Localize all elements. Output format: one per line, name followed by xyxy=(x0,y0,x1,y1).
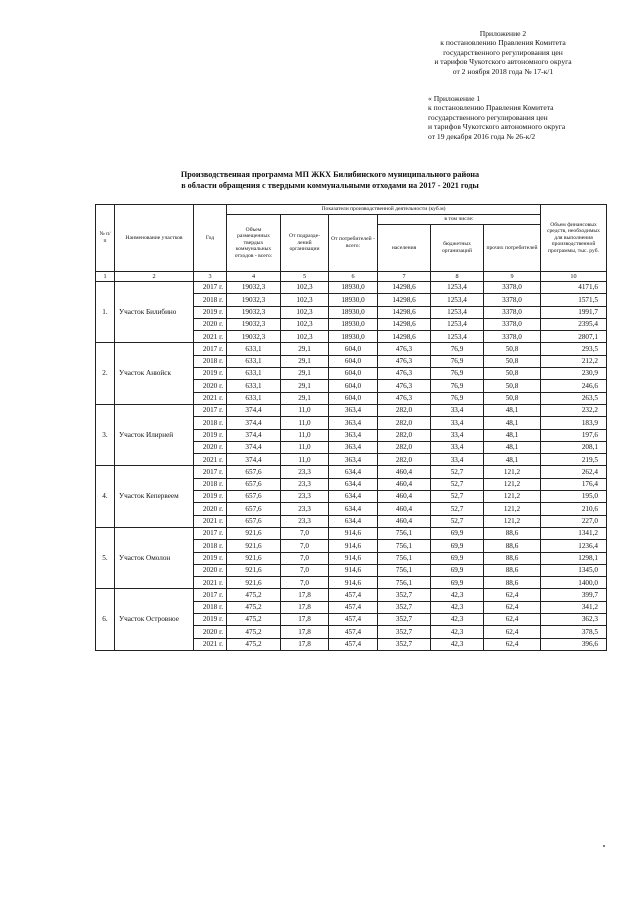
placed-cell: 19032,3 xyxy=(227,282,281,294)
finance-cell: 227,0 xyxy=(541,515,607,527)
placed-cell: 657,6 xyxy=(227,466,281,478)
other-consumers-cell: 48,1 xyxy=(484,429,541,441)
header-from-consumers: От потребителей - всего: xyxy=(329,215,378,272)
population-cell: 14298,6 xyxy=(378,331,431,343)
population-cell: 352,7 xyxy=(378,589,431,601)
other-consumers-cell: 3378,0 xyxy=(484,331,541,343)
other-consumers-cell: 3378,0 xyxy=(484,282,541,294)
from-consumers-cell: 18930,0 xyxy=(329,306,378,318)
other-consumers-cell: 48,1 xyxy=(484,441,541,453)
placed-cell: 475,2 xyxy=(227,614,281,626)
budget-orgs-cell: 69,9 xyxy=(431,577,484,589)
from-consumers-cell: 634,4 xyxy=(329,503,378,515)
population-cell: 476,3 xyxy=(378,343,431,355)
budget-orgs-cell: 69,9 xyxy=(431,564,484,576)
column-number: 10 xyxy=(541,272,607,282)
finance-cell: 1991,7 xyxy=(541,306,607,318)
section-name: Участок Анюйск xyxy=(115,343,194,404)
header-including: в том числе: xyxy=(378,215,541,225)
other-consumers-cell: 88,6 xyxy=(484,527,541,539)
population-cell: 460,4 xyxy=(378,478,431,490)
from-divisions-cell: 102,3 xyxy=(281,282,329,294)
population-cell: 282,0 xyxy=(378,454,431,466)
from-consumers-cell: 634,4 xyxy=(329,491,378,503)
placed-cell: 633,1 xyxy=(227,380,281,392)
from-consumers-cell: 457,4 xyxy=(329,626,378,638)
finance-cell: 197,6 xyxy=(541,429,607,441)
finance-cell: 1571,5 xyxy=(541,294,607,306)
year-cell: 2017 г. xyxy=(194,589,227,601)
header-other-consumers: прочих потребителей xyxy=(484,225,541,272)
from-divisions-cell: 7,0 xyxy=(281,552,329,564)
budget-orgs-cell: 76,9 xyxy=(431,355,484,367)
from-divisions-cell: 23,3 xyxy=(281,503,329,515)
year-cell: 2017 г. xyxy=(194,466,227,478)
placed-cell: 19032,3 xyxy=(227,294,281,306)
scan-speck xyxy=(603,845,605,847)
from-divisions-cell: 23,3 xyxy=(281,478,329,490)
header-activity: Показатели производственной деятельности (куб.м) xyxy=(227,205,541,215)
from-consumers-cell: 18930,0 xyxy=(329,318,378,330)
column-number: 7 xyxy=(378,272,431,282)
year-cell: 2021 г. xyxy=(194,392,227,404)
placed-cell: 633,1 xyxy=(227,343,281,355)
placed-cell: 921,6 xyxy=(227,564,281,576)
year-cell: 2018 г. xyxy=(194,417,227,429)
from-consumers-cell: 363,4 xyxy=(329,404,378,416)
from-consumers-cell: 634,4 xyxy=(329,515,378,527)
other-consumers-cell: 48,1 xyxy=(484,417,541,429)
finance-cell: 4171,6 xyxy=(541,282,607,294)
placed-cell: 475,2 xyxy=(227,589,281,601)
other-consumers-cell: 3378,0 xyxy=(484,318,541,330)
section-number: 3. xyxy=(96,404,115,465)
header-line: к постановлению Правления Комитета xyxy=(440,38,566,48)
placed-cell: 374,4 xyxy=(227,441,281,453)
section-number: 2. xyxy=(96,343,115,404)
budget-orgs-cell: 33,4 xyxy=(431,429,484,441)
budget-orgs-cell: 76,9 xyxy=(431,392,484,404)
budget-orgs-cell: 33,4 xyxy=(431,417,484,429)
other-consumers-cell: 88,6 xyxy=(484,540,541,552)
title-line: Производственная программа МП ЖКХ Билибинского муниципального района xyxy=(180,170,480,179)
placed-cell: 657,6 xyxy=(227,491,281,503)
from-divisions-cell: 29,1 xyxy=(281,392,329,404)
header-budget-orgs: бюджетных организаций xyxy=(431,225,484,272)
placed-cell: 921,6 xyxy=(227,552,281,564)
population-cell: 756,1 xyxy=(378,564,431,576)
placed-cell: 633,1 xyxy=(227,355,281,367)
from-consumers-cell: 914,6 xyxy=(329,552,378,564)
year-cell: 2019 г. xyxy=(194,614,227,626)
population-cell: 476,3 xyxy=(378,355,431,367)
production-program-table xyxy=(95,204,607,651)
from-divisions-cell: 29,1 xyxy=(281,380,329,392)
table-row xyxy=(96,343,607,355)
from-divisions-cell: 17,8 xyxy=(281,589,329,601)
finance-cell: 2807,1 xyxy=(541,331,607,343)
year-cell: 2020 г. xyxy=(194,503,227,515)
population-cell: 460,4 xyxy=(378,515,431,527)
header-population: населения xyxy=(378,225,431,272)
placed-cell: 19032,3 xyxy=(227,331,281,343)
header-line: Приложение 2 xyxy=(479,29,527,38)
header-name: Наименование участков xyxy=(115,205,194,272)
finance-cell: 183,9 xyxy=(541,417,607,429)
from-divisions-cell: 102,3 xyxy=(281,331,329,343)
header-line: государственного регулирования цен xyxy=(428,112,548,122)
population-cell: 352,7 xyxy=(378,601,431,613)
finance-cell: 219,5 xyxy=(541,454,607,466)
other-consumers-cell: 88,6 xyxy=(484,552,541,564)
population-cell: 476,3 xyxy=(378,368,431,380)
budget-orgs-cell: 1253,4 xyxy=(431,318,484,330)
from-divisions-cell: 23,3 xyxy=(281,491,329,503)
other-consumers-cell: 62,4 xyxy=(484,626,541,638)
budget-orgs-cell: 1253,4 xyxy=(431,331,484,343)
other-consumers-cell: 62,4 xyxy=(484,614,541,626)
other-consumers-cell: 48,1 xyxy=(484,404,541,416)
section-name: Участок Билибино xyxy=(115,282,194,343)
other-consumers-cell: 62,4 xyxy=(484,601,541,613)
from-consumers-cell: 634,4 xyxy=(329,478,378,490)
population-cell: 14298,6 xyxy=(378,318,431,330)
placed-cell: 921,6 xyxy=(227,577,281,589)
population-cell: 460,4 xyxy=(378,503,431,515)
budget-orgs-cell: 52,7 xyxy=(431,466,484,478)
column-number: 4 xyxy=(227,272,281,282)
document-title xyxy=(100,170,560,191)
year-cell: 2021 г. xyxy=(194,454,227,466)
column-number: 2 xyxy=(115,272,194,282)
from-divisions-cell: 11,0 xyxy=(281,404,329,416)
population-cell: 756,1 xyxy=(378,540,431,552)
section-name: Участок Островное xyxy=(115,589,194,650)
from-consumers-cell: 457,4 xyxy=(329,638,378,650)
from-consumers-cell: 18930,0 xyxy=(329,282,378,294)
population-cell: 476,3 xyxy=(378,380,431,392)
population-cell: 756,1 xyxy=(378,552,431,564)
from-divisions-cell: 7,0 xyxy=(281,577,329,589)
year-cell: 2018 г. xyxy=(194,601,227,613)
placed-cell: 921,6 xyxy=(227,527,281,539)
year-cell: 2019 г. xyxy=(194,552,227,564)
finance-cell: 262,4 xyxy=(541,466,607,478)
placed-cell: 657,6 xyxy=(227,515,281,527)
population-cell: 352,7 xyxy=(378,638,431,650)
from-consumers-cell: 604,0 xyxy=(329,368,378,380)
year-cell: 2019 г. xyxy=(194,368,227,380)
header-from-divisions: От подразде-лений организации xyxy=(281,215,329,272)
from-divisions-cell: 7,0 xyxy=(281,540,329,552)
header-line: и тарифов Чукотского автономного округа xyxy=(434,57,572,67)
population-cell: 14298,6 xyxy=(378,294,431,306)
other-consumers-cell: 62,4 xyxy=(484,638,541,650)
population-cell: 352,7 xyxy=(378,614,431,626)
other-consumers-cell: 121,2 xyxy=(484,466,541,478)
budget-orgs-cell: 1253,4 xyxy=(431,282,484,294)
from-divisions-cell: 29,1 xyxy=(281,368,329,380)
finance-cell: 2395,4 xyxy=(541,318,607,330)
from-consumers-cell: 634,4 xyxy=(329,466,378,478)
table-row xyxy=(96,466,607,478)
finance-cell: 1400,0 xyxy=(541,577,607,589)
budget-orgs-cell: 1253,4 xyxy=(431,294,484,306)
finance-cell: 341,2 xyxy=(541,601,607,613)
other-consumers-cell: 121,2 xyxy=(484,515,541,527)
budget-orgs-cell: 69,9 xyxy=(431,552,484,564)
from-divisions-cell: 29,1 xyxy=(281,343,329,355)
from-consumers-cell: 363,4 xyxy=(329,417,378,429)
table-row xyxy=(96,589,607,601)
year-cell: 2020 г. xyxy=(194,441,227,453)
budget-orgs-cell: 42,3 xyxy=(431,589,484,601)
header-finance: Объем финансовых средств, необходимых для выполнения производственной программы, тыс. руб. xyxy=(541,205,607,272)
budget-orgs-cell: 33,4 xyxy=(431,404,484,416)
from-divisions-cell: 11,0 xyxy=(281,441,329,453)
section-name: Участок Илирней xyxy=(115,404,194,465)
table-body xyxy=(96,282,607,651)
from-consumers-cell: 363,4 xyxy=(329,429,378,441)
finance-cell: 399,7 xyxy=(541,589,607,601)
budget-orgs-cell: 42,3 xyxy=(431,601,484,613)
population-cell: 756,1 xyxy=(378,527,431,539)
other-consumers-cell: 50,8 xyxy=(484,368,541,380)
budget-orgs-cell: 76,9 xyxy=(431,343,484,355)
population-cell: 756,1 xyxy=(378,577,431,589)
budget-orgs-cell: 42,3 xyxy=(431,614,484,626)
from-consumers-cell: 604,0 xyxy=(329,392,378,404)
placed-cell: 475,2 xyxy=(227,638,281,650)
from-consumers-cell: 363,4 xyxy=(329,441,378,453)
header-num: № п/п xyxy=(96,205,115,272)
year-cell: 2018 г. xyxy=(194,478,227,490)
other-consumers-cell: 121,2 xyxy=(484,503,541,515)
year-cell: 2021 г. xyxy=(194,515,227,527)
other-consumers-cell: 121,2 xyxy=(484,491,541,503)
finance-cell: 1345,0 xyxy=(541,564,607,576)
other-consumers-cell: 50,8 xyxy=(484,355,541,367)
year-cell: 2020 г. xyxy=(194,380,227,392)
from-divisions-cell: 17,8 xyxy=(281,626,329,638)
section-number: 4. xyxy=(96,466,115,527)
placed-cell: 374,4 xyxy=(227,454,281,466)
section-name: Участок Кепервеем xyxy=(115,466,194,527)
from-divisions-cell: 17,8 xyxy=(281,638,329,650)
other-consumers-cell: 88,6 xyxy=(484,564,541,576)
other-consumers-cell: 50,8 xyxy=(484,343,541,355)
finance-cell: 362,3 xyxy=(541,614,607,626)
placed-cell: 374,4 xyxy=(227,429,281,441)
year-cell: 2021 г. xyxy=(194,331,227,343)
column-number: 5 xyxy=(281,272,329,282)
year-cell: 2018 г. xyxy=(194,294,227,306)
column-number: 8 xyxy=(431,272,484,282)
header-line: от 2 ноября 2018 года № 17-к/1 xyxy=(452,66,554,76)
budget-orgs-cell: 33,4 xyxy=(431,441,484,453)
from-divisions-cell: 7,0 xyxy=(281,527,329,539)
section-number: 5. xyxy=(96,527,115,588)
other-consumers-cell: 3378,0 xyxy=(484,294,541,306)
appendix-2-header xyxy=(408,29,598,76)
from-consumers-cell: 914,6 xyxy=(329,540,378,552)
year-cell: 2020 г. xyxy=(194,626,227,638)
from-consumers-cell: 604,0 xyxy=(329,343,378,355)
budget-orgs-cell: 76,9 xyxy=(431,380,484,392)
population-cell: 14298,6 xyxy=(378,306,431,318)
from-consumers-cell: 18930,0 xyxy=(329,331,378,343)
from-divisions-cell: 102,3 xyxy=(281,294,329,306)
from-consumers-cell: 363,4 xyxy=(329,454,378,466)
budget-orgs-cell: 52,7 xyxy=(431,478,484,490)
column-number: 6 xyxy=(329,272,378,282)
column-numbers-row xyxy=(96,272,607,282)
finance-cell: 210,6 xyxy=(541,503,607,515)
budget-orgs-cell: 1253,4 xyxy=(431,306,484,318)
population-cell: 352,7 xyxy=(378,626,431,638)
finance-cell: 246,6 xyxy=(541,380,607,392)
finance-cell: 293,5 xyxy=(541,343,607,355)
appendix-1-header xyxy=(428,94,618,141)
other-consumers-cell: 48,1 xyxy=(484,454,541,466)
finance-cell: 1298,1 xyxy=(541,552,607,564)
population-cell: 282,0 xyxy=(378,417,431,429)
budget-orgs-cell: 69,9 xyxy=(431,540,484,552)
finance-cell: 263,5 xyxy=(541,392,607,404)
from-consumers-cell: 18930,0 xyxy=(329,294,378,306)
other-consumers-cell: 88,6 xyxy=(484,577,541,589)
placed-cell: 374,4 xyxy=(227,417,281,429)
year-cell: 2018 г. xyxy=(194,540,227,552)
other-consumers-cell: 121,2 xyxy=(484,478,541,490)
finance-cell: 232,2 xyxy=(541,404,607,416)
table-row xyxy=(96,404,607,416)
year-cell: 2021 г. xyxy=(194,638,227,650)
from-divisions-cell: 23,3 xyxy=(281,466,329,478)
section-name: Участок Омолон xyxy=(115,527,194,588)
finance-cell: 212,2 xyxy=(541,355,607,367)
placed-cell: 921,6 xyxy=(227,540,281,552)
budget-orgs-cell: 42,3 xyxy=(431,638,484,650)
finance-cell: 230,9 xyxy=(541,368,607,380)
from-consumers-cell: 914,6 xyxy=(329,564,378,576)
budget-orgs-cell: 76,9 xyxy=(431,368,484,380)
from-divisions-cell: 17,8 xyxy=(281,601,329,613)
finance-cell: 396,6 xyxy=(541,638,607,650)
placed-cell: 475,2 xyxy=(227,626,281,638)
from-divisions-cell: 29,1 xyxy=(281,355,329,367)
year-cell: 2019 г. xyxy=(194,491,227,503)
from-divisions-cell: 11,0 xyxy=(281,429,329,441)
header-year: Год xyxy=(194,205,227,272)
population-cell: 282,0 xyxy=(378,429,431,441)
placed-cell: 657,6 xyxy=(227,503,281,515)
from-consumers-cell: 604,0 xyxy=(329,380,378,392)
placed-cell: 633,1 xyxy=(227,392,281,404)
header-line: от 19 декабря 2016 года № 26-к/2 xyxy=(428,131,536,141)
population-cell: 460,4 xyxy=(378,466,431,478)
from-consumers-cell: 457,4 xyxy=(329,601,378,613)
year-cell: 2019 г. xyxy=(194,429,227,441)
from-divisions-cell: 17,8 xyxy=(281,614,329,626)
header-line: государственного регулирования цен xyxy=(443,47,563,57)
placed-cell: 374,4 xyxy=(227,404,281,416)
finance-cell: 195,0 xyxy=(541,491,607,503)
population-cell: 476,3 xyxy=(378,392,431,404)
column-number: 9 xyxy=(484,272,541,282)
column-number: 1 xyxy=(96,272,115,282)
from-consumers-cell: 914,6 xyxy=(329,577,378,589)
from-consumers-cell: 604,0 xyxy=(329,355,378,367)
finance-cell: 1236,4 xyxy=(541,540,607,552)
header-line: « Приложение 1 xyxy=(428,94,481,103)
from-divisions-cell: 102,3 xyxy=(281,318,329,330)
other-consumers-cell: 50,8 xyxy=(484,380,541,392)
year-cell: 2019 г. xyxy=(194,306,227,318)
finance-cell: 208,1 xyxy=(541,441,607,453)
from-consumers-cell: 457,4 xyxy=(329,614,378,626)
table-row xyxy=(96,527,607,539)
budget-orgs-cell: 52,7 xyxy=(431,503,484,515)
placed-cell: 633,1 xyxy=(227,368,281,380)
from-divisions-cell: 102,3 xyxy=(281,306,329,318)
year-cell: 2021 г. xyxy=(194,577,227,589)
population-cell: 460,4 xyxy=(378,491,431,503)
budget-orgs-cell: 33,4 xyxy=(431,454,484,466)
header-line: к постановлению Правления Комитета xyxy=(428,103,554,113)
other-consumers-cell: 3378,0 xyxy=(484,306,541,318)
from-divisions-cell: 23,3 xyxy=(281,515,329,527)
finance-cell: 1341,2 xyxy=(541,527,607,539)
placed-cell: 475,2 xyxy=(227,601,281,613)
year-cell: 2017 г. xyxy=(194,404,227,416)
other-consumers-cell: 62,4 xyxy=(484,589,541,601)
section-number: 1. xyxy=(96,282,115,343)
header-line: и тарифов Чукотского автономного округа xyxy=(428,122,566,132)
column-number: 3 xyxy=(194,272,227,282)
year-cell: 2020 г. xyxy=(194,318,227,330)
from-consumers-cell: 457,4 xyxy=(329,589,378,601)
year-cell: 2017 г. xyxy=(194,343,227,355)
budget-orgs-cell: 52,7 xyxy=(431,515,484,527)
population-cell: 282,0 xyxy=(378,441,431,453)
other-consumers-cell: 50,8 xyxy=(484,392,541,404)
population-cell: 282,0 xyxy=(378,404,431,416)
budget-orgs-cell: 69,9 xyxy=(431,527,484,539)
year-cell: 2017 г. xyxy=(194,527,227,539)
title-line: в области обращения с твердыми коммунальными отходами на 2017 - 2021 годы xyxy=(181,180,479,190)
finance-cell: 176,4 xyxy=(541,478,607,490)
header-placed: Объем размещенных твердых коммунальных отходов - всего: xyxy=(227,215,281,272)
population-cell: 14298,6 xyxy=(378,282,431,294)
placed-cell: 19032,3 xyxy=(227,318,281,330)
from-divisions-cell: 11,0 xyxy=(281,417,329,429)
from-divisions-cell: 11,0 xyxy=(281,454,329,466)
year-cell: 2017 г. xyxy=(194,282,227,294)
table-row xyxy=(96,282,607,294)
year-cell: 2020 г. xyxy=(194,564,227,576)
year-cell: 2018 г. xyxy=(194,355,227,367)
from-consumers-cell: 914,6 xyxy=(329,527,378,539)
budget-orgs-cell: 42,3 xyxy=(431,626,484,638)
from-divisions-cell: 7,0 xyxy=(281,564,329,576)
budget-orgs-cell: 52,7 xyxy=(431,491,484,503)
placed-cell: 657,6 xyxy=(227,478,281,490)
finance-cell: 378,5 xyxy=(541,626,607,638)
section-number: 6. xyxy=(96,589,115,650)
placed-cell: 19032,3 xyxy=(227,306,281,318)
